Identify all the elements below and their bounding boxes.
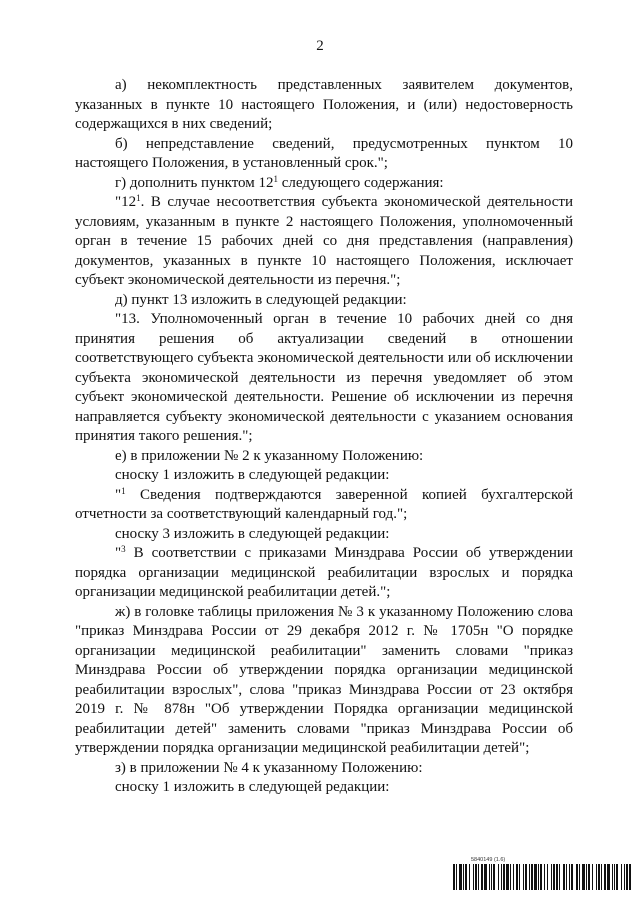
superscript-marker: 1 bbox=[121, 485, 126, 496]
paragraph-footnote-1-text: "$^1$ Сведения подтверждаются заверенной копией бухгалтерской отчетности за соответствующий календарный год."; bbox=[75, 485, 573, 522]
superscript-marker: 1 bbox=[136, 193, 141, 203]
document-body bbox=[75, 76, 573, 798]
paragraph-item-g: г) дополнить пунктом $12^1$ следующего содержания: bbox=[115, 173, 444, 191]
paragraph-clause-12-1: "$12^1$. В случае несоответствия субъекта экономической деятельности условиям, указанным в пункте 2 настоящего Положения, уполномоченный орган в течение 15 рабочих дней со дня представления (направления) документов, указанных в пункте 10 настоящего Положения, исключает субъект экономической деятельности из перечня."; bbox=[75, 193, 573, 288]
barcode-image bbox=[453, 864, 631, 890]
paragraph-item-d: д) пункт 13 изложить в следующей редакции: bbox=[115, 291, 407, 308]
paragraph-clause-13: "13. Уполномоченный орган в течение 10 рабочих дней со дня принятия решения об актуализации сведений в отношении соответствующего субъекта экономической деятельности или об исключении субъекта экономической деятельности из перечня уведомляет об этом субъект экономической деятельности. Решение об исключении из перечня направляется субъекту экономической деятельности с указанием основания принятия такого решения."; bbox=[75, 311, 573, 444]
paragraph-footnote-3-text: "$^3$ В соответствии с приказами Минздрава России об утверждении порядка организации медицинской реабилитации взрослых и порядка организации медицинской реабилитации детей."; bbox=[75, 544, 573, 600]
paragraph-item-b: б) непредставление сведений, предусмотренных пунктом 10 настоящего Положения, в установленный срок."; bbox=[75, 135, 573, 171]
paragraph-item-z: з) в приложении № 4 к указанному Положению: bbox=[115, 759, 423, 776]
superscript-marker: 3 bbox=[121, 544, 126, 554]
paragraph-item-e: е) в приложении № 2 к указанному Положению: bbox=[115, 447, 424, 464]
paragraph-footnote-1-instruction-2: сноску 1 изложить в следующей редакции: bbox=[115, 779, 390, 795]
page-number: 2 bbox=[316, 38, 324, 54]
paragraph-footnote-1-instruction: сноску 1 изложить в следующей редакции: bbox=[115, 467, 390, 483]
paragraph-footnote-3-instruction: сноску 3 изложить в следующей редакции: bbox=[115, 525, 390, 542]
barcode-caption: 5840149 (1.6) bbox=[471, 857, 506, 863]
barcode bbox=[453, 856, 633, 890]
paragraph-item-zh: ж) в головке таблицы приложения № 3 к указанному Положению слова "приказ Минздрава России от 29 декабря 2012 г. № 1705н "О порядке организации медицинской реабилитации" заменить словами "приказ Минздрава России об утверждении порядка организации медицинской реабилитации взрослых", слова "приказ Минздрава России от 23 октября 2019 г. № 878н "Об утверждении Порядка организации медицинской реабилитации детей" заменить словами "приказ Минздрава России об утверждении порядка организации медицинской реабилитации детей"; bbox=[75, 603, 573, 756]
superscript-marker: 1 bbox=[273, 173, 279, 184]
paragraph-item-a: а) некомплектность представленных заявителем документов, указанных в пункте 10 настоящего Положения, и (или) недостоверность содержащихся в них сведений; bbox=[75, 77, 573, 132]
